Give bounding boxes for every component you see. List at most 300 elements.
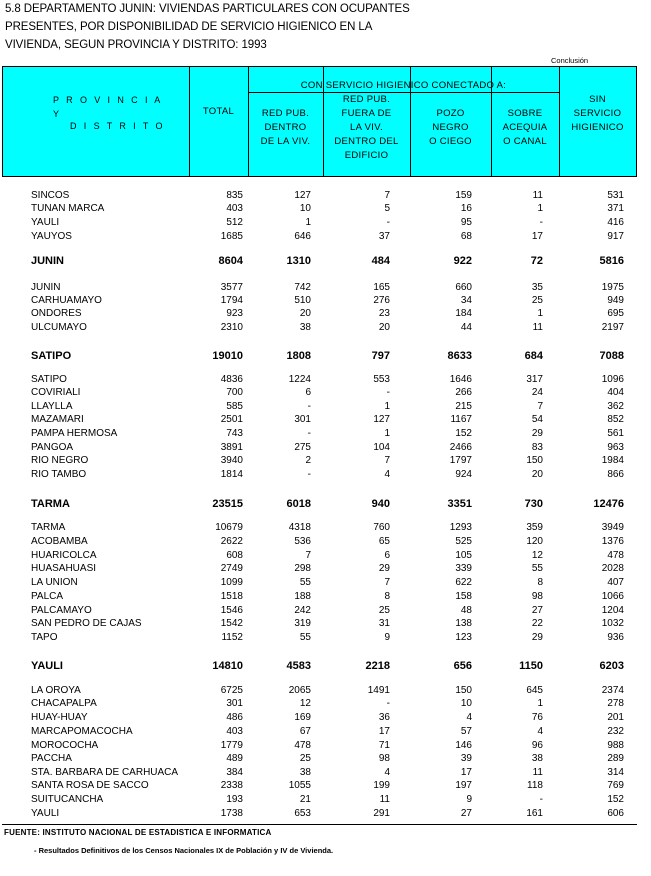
row-value: 646 <box>294 231 311 242</box>
continuation-note: Conclusión <box>551 56 589 65</box>
row-value: - <box>307 469 311 480</box>
row-value: 743 <box>226 428 243 439</box>
row-value: 5816 <box>599 255 624 267</box>
table-row <box>0 766 651 779</box>
row-value: 29 <box>531 428 543 439</box>
row-value: 3940 <box>220 455 243 466</box>
row-value: 4836 <box>220 374 243 385</box>
row-value: 152 <box>455 428 472 439</box>
title-line-3: VIVIENDA, SEGUN PROVINCIA Y DISTRITO: 1993 <box>5 39 267 51</box>
table-row <box>0 216 651 229</box>
row-value: 7 <box>305 550 311 561</box>
table-row <box>0 202 651 215</box>
row-value: 1310 <box>286 255 311 267</box>
row-value: 301 <box>226 698 243 709</box>
row-value: 8633 <box>447 350 472 362</box>
row-value: 232 <box>607 726 624 737</box>
row-value: 158 <box>455 591 472 602</box>
row-value: 10 <box>460 698 472 709</box>
row-value: 39 <box>460 753 472 764</box>
row-value: 25 <box>378 605 390 616</box>
row-value: 2622 <box>220 536 243 547</box>
row-value: 17 <box>378 726 390 737</box>
row-value: 29 <box>531 632 543 643</box>
row-value: 684 <box>524 350 543 362</box>
table-row <box>0 631 651 644</box>
row-value: 917 <box>607 231 624 242</box>
row-name: YAULI <box>31 808 60 819</box>
row-value: 23 <box>378 308 390 319</box>
row-value: 949 <box>607 295 624 306</box>
row-value: 797 <box>371 350 390 362</box>
row-value: 656 <box>453 660 472 672</box>
row-value: - <box>386 387 390 398</box>
row-value: 416 <box>607 217 624 228</box>
row-value: 384 <box>226 767 243 778</box>
row-name: RIO NEGRO <box>31 455 89 466</box>
row-name: YAULI <box>31 217 60 228</box>
row-value: 27 <box>531 605 543 616</box>
row-value: 1518 <box>220 591 243 602</box>
row-value: 161 <box>526 808 543 819</box>
row-value: 38 <box>531 753 543 764</box>
row-value: 275 <box>294 442 311 453</box>
row-value: 278 <box>607 698 624 709</box>
header-red-dentro: RED PUB. DENTRO DE LA VIV. <box>260 108 311 147</box>
row-value: 242 <box>294 605 311 616</box>
row-name: LLAYLLA <box>31 401 73 412</box>
table-row <box>0 590 651 603</box>
row-value: 512 <box>226 217 243 228</box>
row-value: 159 <box>455 190 472 201</box>
row-value: 478 <box>607 550 624 561</box>
row-value: 8 <box>384 591 390 602</box>
row-value: 510 <box>294 295 311 306</box>
row-value: 150 <box>455 685 472 696</box>
table-row <box>0 400 651 413</box>
row-value: 936 <box>607 632 624 643</box>
row-value: 20 <box>378 322 390 333</box>
row-value: 608 <box>226 550 243 561</box>
row-value: 276 <box>373 295 390 306</box>
header-total: TOTAL <box>202 106 235 117</box>
title-line-2: PRESENTES, POR DISPONIBILIDAD DE SERVICIO HIGIENICO EN LA <box>5 21 373 33</box>
row-value: 6725 <box>220 685 243 696</box>
province-total-row <box>0 660 651 673</box>
table-row <box>0 386 651 399</box>
row-value: 923 <box>226 308 243 319</box>
row-value: 1738 <box>220 808 243 819</box>
row-name: PAMPA HERMOSA <box>31 428 118 439</box>
row-name: SATIPO <box>31 350 72 362</box>
row-value: 660 <box>455 282 472 293</box>
row-value: 1066 <box>601 591 624 602</box>
row-name: MAZAMARI <box>31 414 84 425</box>
row-value: 1096 <box>601 374 624 385</box>
header-red-fuera: RED PUB. FUERA DE LA VIV. DENTRO DEL EDIFICIO <box>334 94 399 161</box>
row-value: 55 <box>299 577 311 588</box>
table-row <box>0 535 651 548</box>
table-row <box>0 725 651 738</box>
row-value: 2218 <box>365 660 390 672</box>
row-value: 1 <box>384 401 390 412</box>
row-value: 404 <box>607 387 624 398</box>
table-row <box>0 576 651 589</box>
row-value: 403 <box>226 726 243 737</box>
row-value: - <box>307 401 311 412</box>
source-note: - Resultados Definitivos de los Censos Nacionales IX de Población y IV de Vivienda. <box>34 846 334 855</box>
row-value: 8 <box>537 577 543 588</box>
row-value: 83 <box>531 442 543 453</box>
row-value: 96 <box>531 740 543 751</box>
row-value: 98 <box>378 753 390 764</box>
row-name: TARMA <box>31 522 66 533</box>
row-value: 866 <box>607 469 624 480</box>
row-name: SANTA ROSA DE SACCO <box>31 780 149 791</box>
row-value: 1167 <box>450 414 472 425</box>
row-value: 8604 <box>218 255 243 267</box>
row-value: 1293 <box>449 522 472 533</box>
table-row <box>0 427 651 440</box>
row-value: 852 <box>607 414 624 425</box>
row-value: 339 <box>455 563 472 574</box>
row-name: YAUYOS <box>31 231 72 242</box>
row-value: 165 <box>373 282 390 293</box>
row-value: 1055 <box>288 780 311 791</box>
row-value: 585 <box>226 401 243 412</box>
row-name: TUNAN MARCA <box>31 203 105 214</box>
row-value: 730 <box>524 498 543 510</box>
table-row <box>0 230 651 243</box>
row-value: 622 <box>455 577 472 588</box>
row-value: - <box>307 428 311 439</box>
row-value: 20 <box>299 308 311 319</box>
row-value: 67 <box>299 726 311 737</box>
row-name: LA OROYA <box>31 685 81 696</box>
row-value: 7088 <box>599 350 624 362</box>
table-row <box>0 739 651 752</box>
row-value: 407 <box>607 577 624 588</box>
row-value: 1 <box>537 203 543 214</box>
row-value: 34 <box>460 295 472 306</box>
row-value: 291 <box>373 808 390 819</box>
row-value: 4 <box>384 469 390 480</box>
row-value: 359 <box>526 522 543 533</box>
province-total-row <box>0 350 651 363</box>
table-row <box>0 373 651 386</box>
row-value: 7 <box>384 455 390 466</box>
row-value: 1546 <box>220 605 243 616</box>
header-acequia: SOBRE ACEQUIA O CANAL <box>502 108 548 147</box>
table-row <box>0 189 651 202</box>
row-value: 4583 <box>286 660 311 672</box>
row-value: - <box>386 217 390 228</box>
header-group: CON SERVICIO HIGIENICO CONECTADO A: <box>300 80 507 91</box>
row-value: 4 <box>384 767 390 778</box>
row-value: 403 <box>226 203 243 214</box>
row-value: 301 <box>294 414 311 425</box>
row-value: 298 <box>294 563 311 574</box>
row-value: 1491 <box>367 685 390 696</box>
row-value: 3891 <box>220 442 243 453</box>
row-value: 6 <box>305 387 311 398</box>
row-value: 71 <box>378 740 390 751</box>
province-total-row <box>0 255 651 268</box>
row-value: 36 <box>378 712 390 723</box>
row-value: 645 <box>526 685 543 696</box>
row-value: 12476 <box>593 498 624 510</box>
table-row <box>0 779 651 792</box>
row-value: 72 <box>530 255 543 267</box>
table-row <box>0 307 651 320</box>
table-row <box>0 807 651 820</box>
row-value: - <box>386 698 390 709</box>
row-value: 561 <box>607 428 624 439</box>
row-value: 169 <box>294 712 311 723</box>
row-value: 2749 <box>220 563 243 574</box>
row-name: LA UNION <box>31 577 78 588</box>
table-header <box>2 66 637 177</box>
row-value: 120 <box>526 536 543 547</box>
row-name: PALCA <box>31 591 64 602</box>
row-name: TAPO <box>31 632 58 643</box>
row-value: 4318 <box>288 522 311 533</box>
row-value: 152 <box>607 794 624 805</box>
table-row <box>0 604 651 617</box>
row-value: 104 <box>373 442 390 453</box>
row-value: 653 <box>294 808 311 819</box>
row-value: 314 <box>607 767 624 778</box>
row-value: 742 <box>294 282 311 293</box>
row-value: 362 <box>607 401 624 412</box>
row-value: 835 <box>226 190 243 201</box>
row-value: 95 <box>460 217 472 228</box>
table-row <box>0 793 651 806</box>
province-total-row <box>0 498 651 511</box>
row-value: 1685 <box>220 231 243 242</box>
row-value: 1794 <box>220 295 243 306</box>
row-value: 20 <box>531 469 543 480</box>
row-value: 184 <box>455 308 472 319</box>
row-value: 4 <box>466 712 472 723</box>
row-value: 197 <box>455 780 472 791</box>
row-value: 17 <box>460 767 472 778</box>
row-name: MOROCOCHA <box>31 740 99 751</box>
row-value: 2 <box>305 455 311 466</box>
row-value: 1984 <box>601 455 624 466</box>
row-value: 11 <box>379 794 390 805</box>
row-value: 55 <box>531 563 543 574</box>
row-value: 1 <box>305 217 311 228</box>
row-value: 35 <box>531 282 543 293</box>
row-name: ONDORES <box>31 308 82 319</box>
row-value: 1150 <box>519 660 543 672</box>
row-value: 489 <box>226 753 243 764</box>
row-name: YAULI <box>31 660 63 672</box>
row-value: 2028 <box>601 563 624 574</box>
row-value: 2338 <box>220 780 243 791</box>
row-value: 48 <box>460 605 472 616</box>
row-value: 1 <box>537 698 543 709</box>
row-name: SAN PEDRO DE CAJAS <box>31 618 142 629</box>
row-name: SUITUCANCHA <box>31 794 104 805</box>
row-value: 29 <box>378 563 390 574</box>
row-value: 150 <box>526 455 543 466</box>
row-value: 10679 <box>215 522 243 533</box>
title-line-1: 5.8 DEPARTAMENTO JUNIN: VIVIENDAS PARTICULARES CON OCUPANTES <box>5 3 410 15</box>
header-sin-servicio: SIN SERVICIO HIGIENICO <box>571 94 624 133</box>
row-value: 7 <box>384 577 390 588</box>
row-value: 38 <box>299 322 311 333</box>
row-value: 6 <box>384 550 390 561</box>
row-value: 65 <box>378 536 390 547</box>
row-value: 1 <box>537 308 543 319</box>
row-value: 1779 <box>220 740 243 751</box>
row-name: HUASAHUASI <box>31 563 97 574</box>
row-value: 2310 <box>220 322 243 333</box>
row-name: ULCUMAYO <box>31 322 87 333</box>
row-name: MARCAPOMACOCHA <box>31 726 133 737</box>
row-value: 1376 <box>601 536 624 547</box>
row-value: 1814 <box>220 469 243 480</box>
row-value: 606 <box>607 808 624 819</box>
row-value: 266 <box>455 387 472 398</box>
row-value: 536 <box>294 536 311 547</box>
row-value: 317 <box>526 374 543 385</box>
row-value: 68 <box>460 231 472 242</box>
row-value: 105 <box>455 550 472 561</box>
row-value: 484 <box>371 255 390 267</box>
row-value: 193 <box>226 794 243 805</box>
row-name: SINCOS <box>31 190 70 201</box>
row-value: 1808 <box>286 350 311 362</box>
row-value: 760 <box>373 522 390 533</box>
row-value: - <box>539 217 543 228</box>
row-value: 25 <box>531 295 543 306</box>
row-value: 1646 <box>449 374 472 385</box>
row-name: PACCHA <box>31 753 72 764</box>
row-value: 1152 <box>221 632 243 643</box>
row-value: 12 <box>299 698 311 709</box>
row-value: 3577 <box>220 282 243 293</box>
row-value: 57 <box>460 726 472 737</box>
row-value: 289 <box>607 753 624 764</box>
row-value: 76 <box>531 712 543 723</box>
row-value: 1975 <box>601 282 624 293</box>
row-value: 11 <box>532 767 543 778</box>
row-value: 1204 <box>601 605 624 616</box>
row-value: 2501 <box>220 414 243 425</box>
row-value: 21 <box>299 794 311 805</box>
row-value: 98 <box>531 591 543 602</box>
row-value: 2374 <box>601 685 624 696</box>
row-value: 988 <box>607 740 624 751</box>
row-value: 9 <box>466 794 472 805</box>
row-value: 478 <box>294 740 311 751</box>
table-row <box>0 549 651 562</box>
row-value: 371 <box>607 203 624 214</box>
table-row <box>0 294 651 307</box>
row-value: 38 <box>299 767 311 778</box>
row-name: ACOBAMBA <box>31 536 88 547</box>
row-value: 16 <box>460 203 472 214</box>
row-name: COVIRIALI <box>31 387 81 398</box>
row-value: 31 <box>378 618 390 629</box>
row-value: 1542 <box>220 618 243 629</box>
row-name: STA. BARBARA DE CARHUACA <box>31 767 179 778</box>
row-value: 138 <box>455 618 472 629</box>
row-name: PANGOA <box>31 442 74 453</box>
row-value: 54 <box>531 414 543 425</box>
row-value: 123 <box>455 632 472 643</box>
row-value: 11 <box>532 190 543 201</box>
table-row <box>0 562 651 575</box>
table-row <box>0 752 651 765</box>
table-row <box>0 711 651 724</box>
row-value: 1 <box>384 428 390 439</box>
row-name: RIO TAMBO <box>31 469 87 480</box>
header-distrito: D I S T R I T O <box>70 121 165 131</box>
row-value: 1099 <box>220 577 243 588</box>
row-name: PALCAMAYO <box>31 605 92 616</box>
row-value: 25 <box>299 753 311 764</box>
row-value: 5 <box>384 203 390 214</box>
row-value: 188 <box>294 591 311 602</box>
row-value: 201 <box>607 712 624 723</box>
source-text: FUENTE: INSTITUTO NACIONAL DE ESTADISTICA E INFORMATICA <box>4 828 272 837</box>
row-value: 23515 <box>212 498 243 510</box>
row-value: 14810 <box>212 660 243 672</box>
row-value: 7 <box>384 190 390 201</box>
row-value: 2197 <box>601 322 624 333</box>
table-row <box>0 413 651 426</box>
row-value: 553 <box>373 374 390 385</box>
table-row <box>0 441 651 454</box>
row-value: 1032 <box>601 618 624 629</box>
table-row <box>0 454 651 467</box>
row-value: 22 <box>531 618 543 629</box>
row-value: 17 <box>531 231 543 242</box>
row-value: 2065 <box>288 685 311 696</box>
row-value: 215 <box>455 401 472 412</box>
footer-divider <box>2 824 637 825</box>
row-value: 525 <box>455 536 472 547</box>
row-value: 2466 <box>449 442 472 453</box>
row-value: 940 <box>371 498 390 510</box>
row-name: JUNIN <box>31 282 61 293</box>
row-value: 3351 <box>447 498 472 510</box>
row-value: 4 <box>537 726 543 737</box>
table-row <box>0 684 651 697</box>
row-value: 44 <box>460 322 472 333</box>
table-row <box>0 697 651 710</box>
row-value: 146 <box>455 740 472 751</box>
row-value: 127 <box>294 190 311 201</box>
row-value: 531 <box>607 190 624 201</box>
row-value: 10 <box>299 203 311 214</box>
row-value: 3949 <box>601 522 624 533</box>
table-row <box>0 281 651 294</box>
table-row <box>0 468 651 481</box>
row-value: 27 <box>460 808 472 819</box>
row-value: 11 <box>532 322 543 333</box>
row-value: 6018 <box>286 498 311 510</box>
row-name: HUAY-HUAY <box>31 712 88 723</box>
row-value: 695 <box>607 308 624 319</box>
row-value: 922 <box>453 255 472 267</box>
row-value: 769 <box>607 780 624 791</box>
row-value: 6203 <box>599 660 624 672</box>
